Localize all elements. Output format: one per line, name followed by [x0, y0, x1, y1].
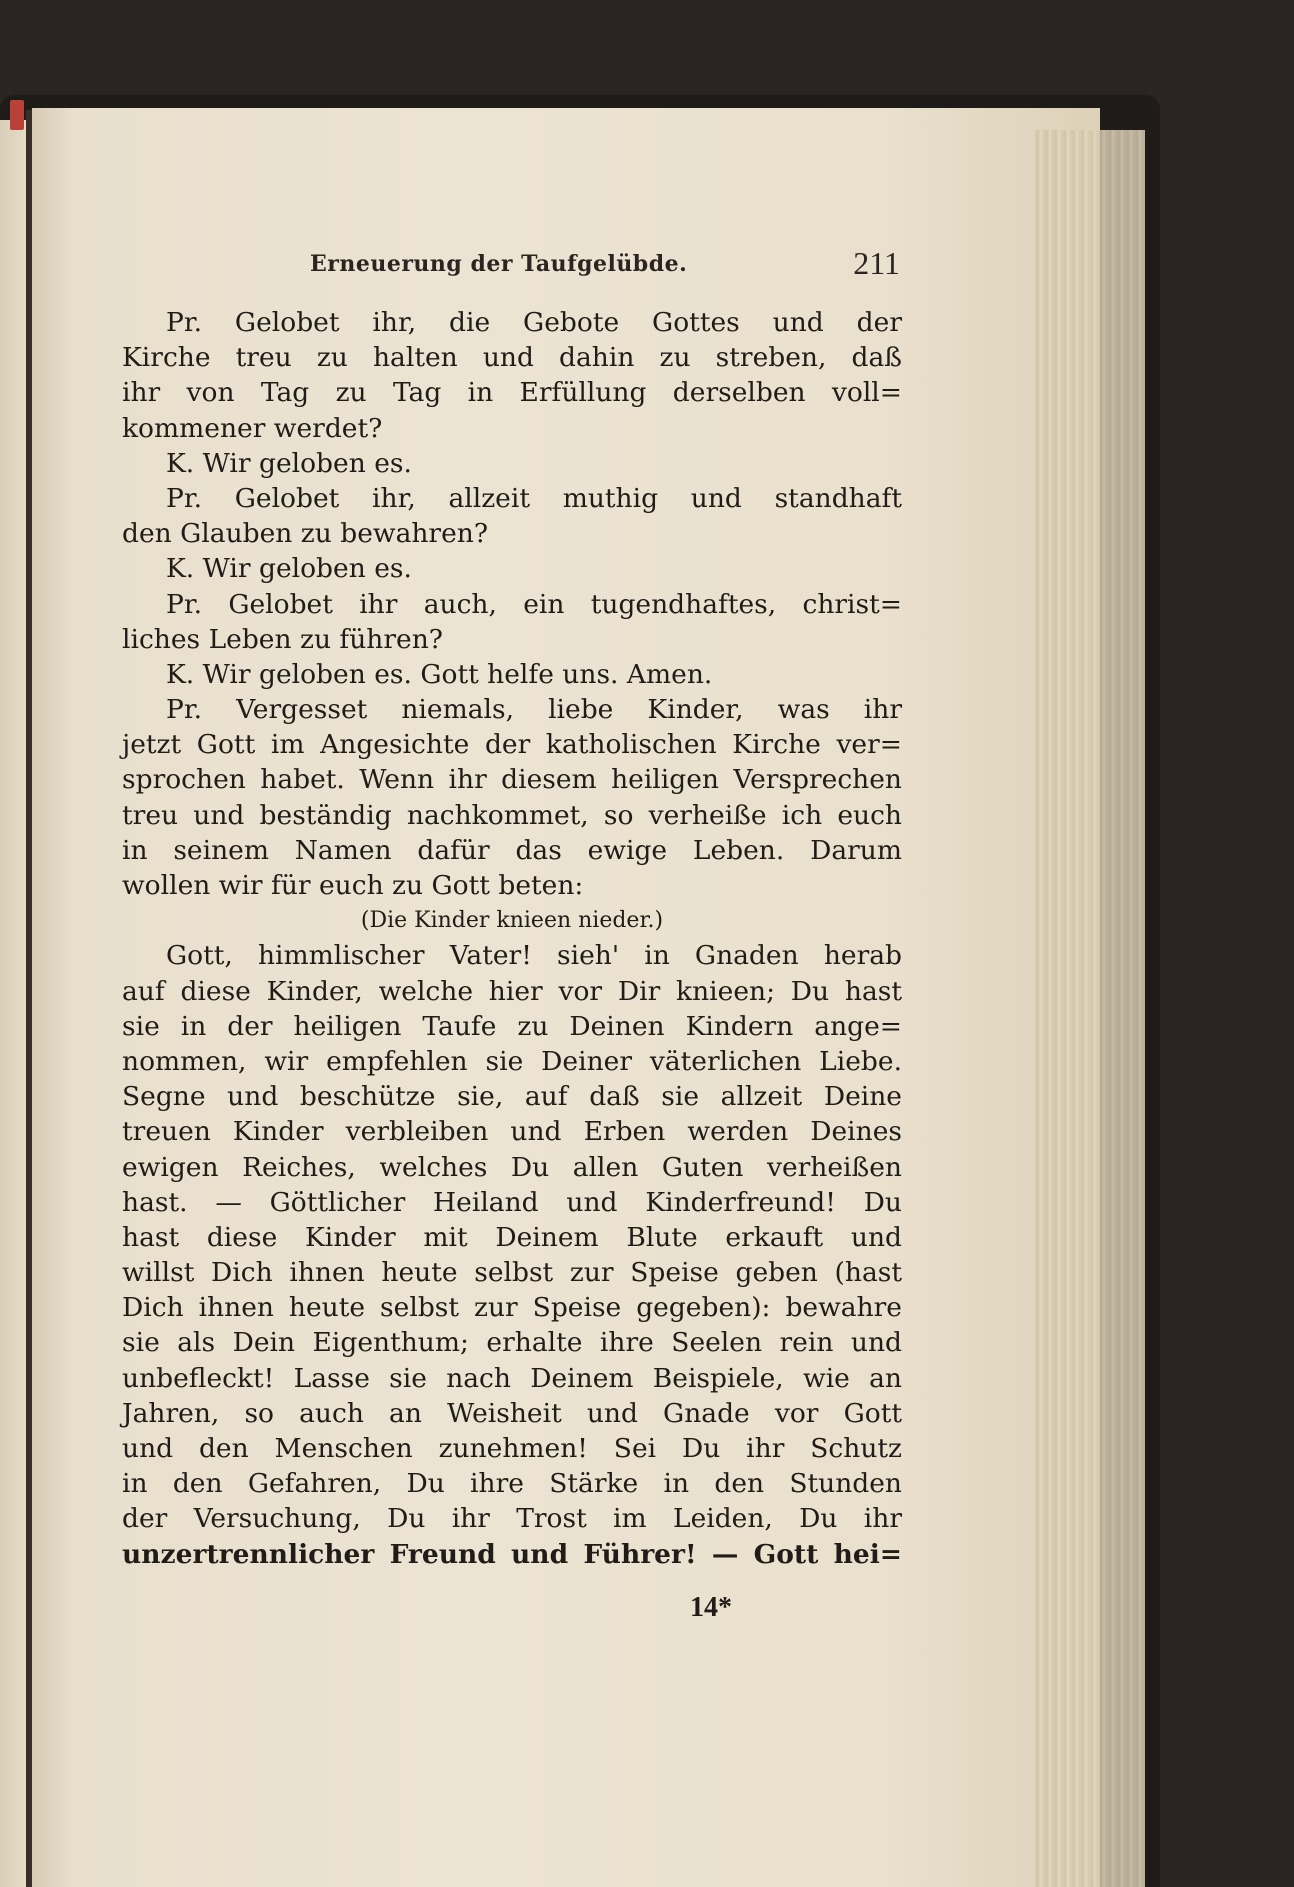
text-line: Jahren, so auch an Weisheit und Gnade vor Gott	[122, 1397, 902, 1429]
text-line: Pr. Gelobet ihr auch, ein tugendhaftes, christ=	[166, 588, 902, 620]
text-line: jetzt Gott im Angesichte der katholischen Kirche ver=	[122, 729, 902, 761]
text-line: willst Dich ihnen heute selbst zur Speise geben (hast	[122, 1257, 902, 1289]
running-head: Erneuerung der Taufgelübde.	[310, 251, 688, 277]
text-line: den Glauben zu bewahren?	[122, 518, 489, 550]
text-line: ihr von Tag zu Tag in Erfüllung derselben voll=	[122, 377, 902, 409]
text-line: wollen wir für euch zu Gott beten:	[122, 870, 584, 901]
page-block-edges	[1035, 130, 1145, 1887]
text-line: Pr. Gelobet ihr, allzeit muthig und standhaft	[166, 482, 902, 514]
text-line: sie in der heiligen Taufe zu Deinen Kindern ange=	[122, 1010, 902, 1042]
text-line: Segne und beschütze sie, auf daß sie allzeit Deine	[122, 1081, 902, 1113]
text-line: ewigen Reiches, welches Du allen Guten verheißen	[122, 1151, 902, 1183]
body-text	[122, 305, 902, 1572]
text-line: unbefleckt! Lasse sie nach Deinem Beispiele, wie an	[122, 1362, 902, 1394]
text-line: hast diese Kinder mit Deinem Blute erkauft und	[122, 1221, 902, 1253]
text-line: treuen Kinder verbleiben und Erben werden Deines	[122, 1116, 902, 1148]
text-line: auf diese Kinder, welche hier vor Dir knieen; Du hast	[122, 975, 902, 1007]
text-line: unzertrennlicher Freund und Führer! — Gott hei=	[122, 1538, 902, 1570]
previous-page-sliver	[0, 120, 26, 1887]
text-line: K. Wir geloben es. Gott helfe uns. Amen.	[166, 658, 713, 690]
text-line: K. Wir geloben es.	[166, 553, 412, 585]
text-line: in den Gefahren, Du ihre Stärke in den Stunden	[122, 1468, 902, 1500]
signature-mark: 14*	[690, 1592, 732, 1623]
text-line: sie als Dein Eigenthum; erhalte ihre Seelen rein und	[122, 1327, 902, 1359]
page-number: 211	[853, 245, 900, 281]
text-line: der Versuchung, Du ihr Trost im Leiden, Du ihr	[122, 1503, 902, 1535]
page-header	[310, 245, 900, 285]
text-line: Dich ihnen heute selbst zur Speise gegeben): bewahre	[122, 1292, 902, 1324]
text-line: liches Leben zu führen?	[122, 623, 444, 655]
text-line: nommen, wir empfehlen sie Deiner väterlichen Liebe.	[122, 1045, 902, 1077]
text-line: Pr. Gelobet ihr, die Gebote Gottes und der	[166, 307, 902, 338]
text-line: Pr. Vergesset niemals, liebe Kinder, was ihr	[166, 694, 902, 726]
stage-direction: (Die Kinder knieen nieder.)	[360, 908, 664, 934]
text-line: hast. — Göttlicher Heiland und Kinderfreund! Du	[122, 1186, 902, 1218]
text-line: in seinem Namen dafür das ewige Leben. Darum	[122, 834, 902, 866]
text-line: und den Menschen zunehmen! Sei Du ihr Schutz	[122, 1433, 902, 1464]
text-line: Gott, himmlischer Vater! sieh' in Gnaden herab	[166, 940, 902, 972]
text-line: treu und beständig nachkommet, so verheiße ich euch	[122, 799, 902, 831]
text-line: kommener werdet?	[122, 412, 383, 444]
bookmark-ribbon	[10, 100, 24, 130]
text-line: Kirche treu zu halten und dahin zu streben, daß	[122, 342, 902, 374]
text-line: K. Wir geloben es.	[166, 447, 412, 479]
text-line: sprochen habet. Wenn ihr diesem heiligen Versprechen	[122, 764, 902, 796]
